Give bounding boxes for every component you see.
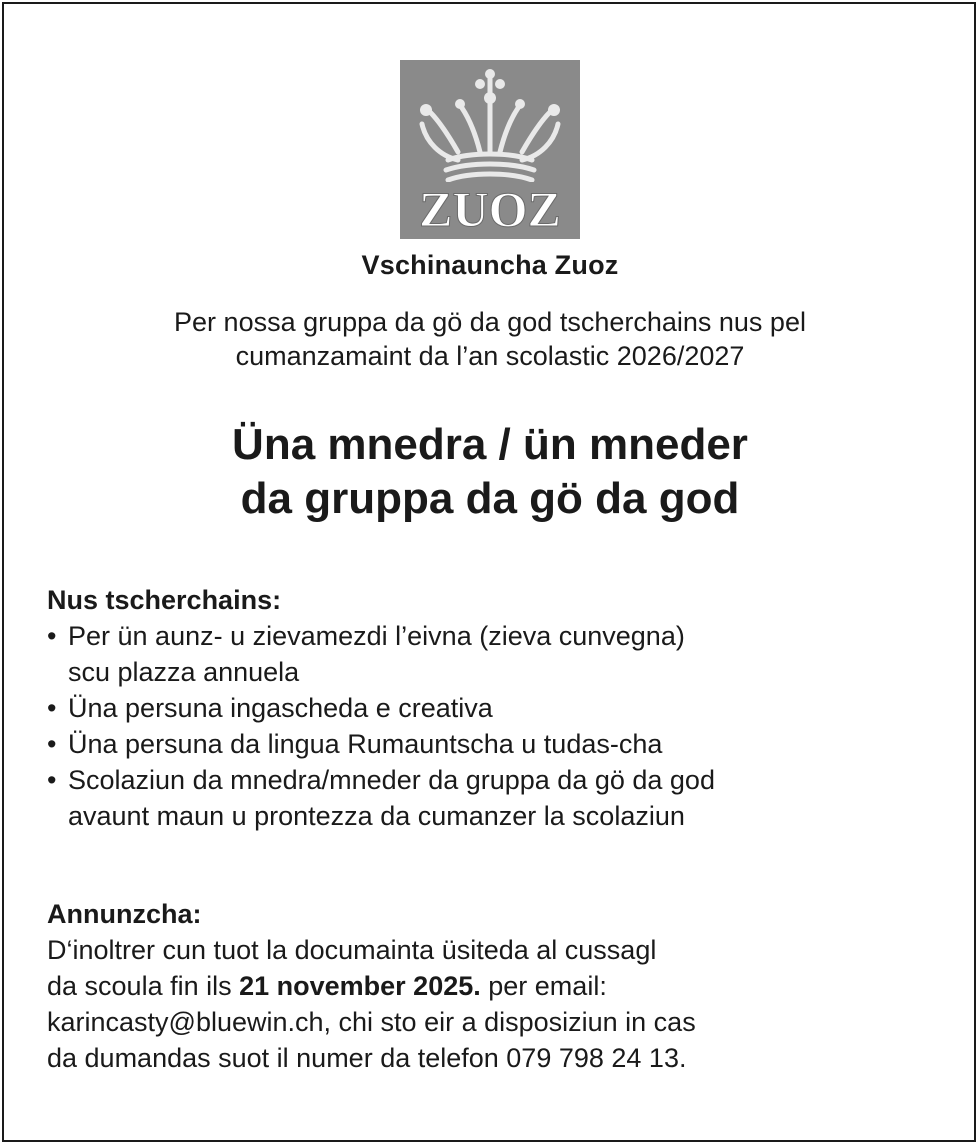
list-item-line: avaunt maun u prontezza da cumanzer la scolaziun <box>68 801 685 831</box>
list-item <box>47 762 947 834</box>
list-item-line: scu plazza annuela <box>68 657 300 687</box>
requirements-list <box>47 618 947 834</box>
list-item <box>47 690 947 726</box>
requirements-heading: Nus tscherchains: <box>47 585 282 615</box>
contact-phone-line: da dumandas suot il numer da telefon 079 798 24 13. <box>47 1043 687 1073</box>
application-line-2-suffix: per email: <box>480 971 607 1001</box>
intro-text <box>0 305 980 373</box>
list-item-line: • Per ün aunz- u zievamezdi l’eivna (zieva cunvegna) <box>68 621 685 651</box>
application-line-2-prefix: da scoula fin ils <box>47 971 240 1001</box>
list-item <box>47 726 947 762</box>
application-line-2 <box>47 968 947 1004</box>
list-item <box>47 618 947 690</box>
list-item-line: • Scolaziun da mnedra/mneder da gruppa da gö da god <box>68 765 715 795</box>
zuoz-logo <box>400 60 580 239</box>
deadline-date: 21 november 2025. <box>239 971 481 1001</box>
list-item-line: • Üna persuna da lingua Rumauntscha u tudas-cha <box>68 729 663 759</box>
crown-icon <box>400 60 580 239</box>
organization-name: Vschinauncha Zuoz <box>361 250 619 280</box>
list-item-line: • Üna persuna ingascheda e creativa <box>68 693 493 723</box>
logo-wordmark: ZUOZ <box>419 181 561 237</box>
job-title-line-1: Üna mnedra / ün mneder <box>232 420 748 469</box>
application-section <box>47 896 947 1076</box>
application-line-1: D‘inoltrer cun tuot la documainta üsiteda al cussagl <box>47 935 657 965</box>
intro-line-1: Per nossa gruppa da gö da god tscherchains nus pel <box>174 307 806 337</box>
application-heading: Annunzcha: <box>47 899 202 929</box>
contact-email-line: karincasty@bluewin.ch, chi sto eir a disposiziun in cas <box>47 1007 696 1037</box>
job-title-line-2: da gruppa da gö da god <box>240 474 740 523</box>
job-title <box>0 418 980 526</box>
intro-line-2: cumanzamaint da l’an scolastic 2026/2027 <box>235 341 745 371</box>
requirements-section <box>47 582 947 834</box>
